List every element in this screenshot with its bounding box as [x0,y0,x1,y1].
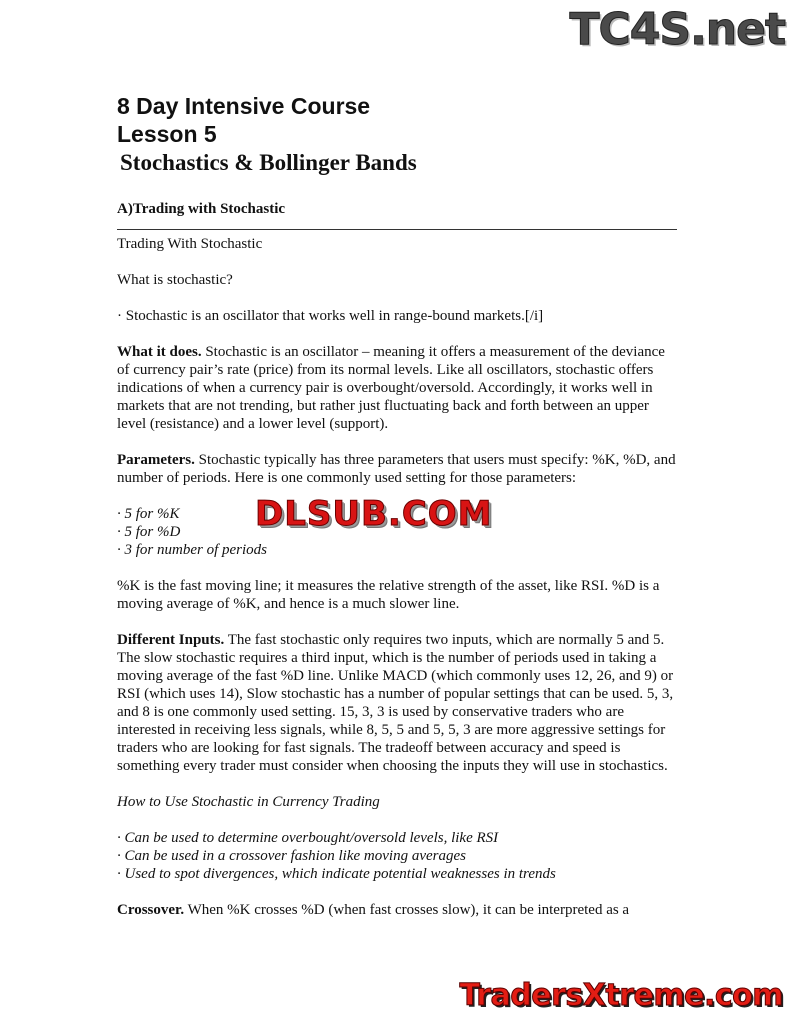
how-to-item-overbought: · Can be used to determine overbought/oversold levels, like RSI [117,830,499,846]
paragraph-k-d-explain: %K is the fast moving line; it measures the relative strength of the asset, like RSI. %D is a moving average of %K, and hence is a much slower line. [117,578,660,612]
crossover-lead: Crossover. [117,902,185,918]
settings-list [117,505,677,559]
parameters-text: Stochastic typically has three parameters that users must specify: %K, %D, and number of periods. Here is one commonly used setting for those parameters: [117,452,676,486]
how-to-title [117,793,677,811]
paragraph-different-inputs [117,631,677,775]
how-to-item-crossover: · Can be used in a crossover fashion like moving averages [117,848,466,864]
section-divider [117,229,677,230]
what-it-does-lead: What it does. [117,344,202,360]
section-a-title: A)Trading with Stochastic [117,201,286,217]
paragraph-oscillator-note: · Stochastic is an oscillator that works well in range-bound markets.[/i] [117,308,544,324]
setting-k: · 5 for %K [117,506,180,522]
paragraph-trading-with-stochastic: Trading With Stochastic [117,236,263,252]
paragraph-parameters [117,451,677,487]
paragraph-what-it-does [117,343,677,433]
watermark-dlsub: DLSUB.COM [255,494,493,534]
parameters-lead: Parameters. [117,452,195,468]
document-body [117,92,677,919]
course-title: 8 Day Intensive Course [117,93,371,119]
setting-periods: · 3 for number of periods [117,542,267,558]
paragraph-what-is-stochastic: What is stochastic? [117,272,233,288]
setting-d: · 5 for %D [117,524,181,540]
what-it-does-text: Stochastic is an oscillator – meaning it offers a measurement of the deviance of currency pair’s rate (price) from its normal levels. Like all oscillators, stochastic offers indications of when a currency pair is overbought/oversold. Accordingly, it works well in markets that are not trending, but rather just fluctuating back and forth between an upper level (resistance) and a lower level (support). [117,344,665,432]
lesson-subtitle: Stochastics & Bollinger Bands [120,150,417,175]
lesson-title: Lesson 5 [117,121,217,147]
different-inputs-text: The fast stochastic only requires two inputs, which are normally 5 and 5. The slow stochastic requires a third input, which is the number of periods used in taking a moving average of the fast %D line. Unlike MACD (which commonly uses 12, 26, and 9) or RSI (which uses 14), Slow stochastic has a number of popular settings that can be used. 5, 3, and 8 is one commonly used setting. 15, 3, 3 is used by conservative traders who are interested in receiving less signals, while 8, 5, 5 and 5, 5, 3 are more aggressive settings for traders who are looking for fast signals. The tradeoff between accuracy and speed is something every trader must consider when choosing the inputs they will use in stochastics. [117,632,674,774]
how-to-item-divergence: · Used to spot divergences, which indicate potential weaknesses in trends [117,866,556,882]
how-to-title-text: How to Use Stochastic in Currency Trading [117,794,380,810]
crossover-text: When %K crosses %D (when fast crosses slow), it can be interpreted as a [184,902,630,918]
different-inputs-lead: Different Inputs. [117,632,225,648]
paragraph-crossover [117,901,677,919]
how-to-list [117,829,677,883]
watermark-tradersxtreme: TradersXtreme.com [459,978,783,1013]
watermark-tc4s: TC4S.net [569,4,785,55]
